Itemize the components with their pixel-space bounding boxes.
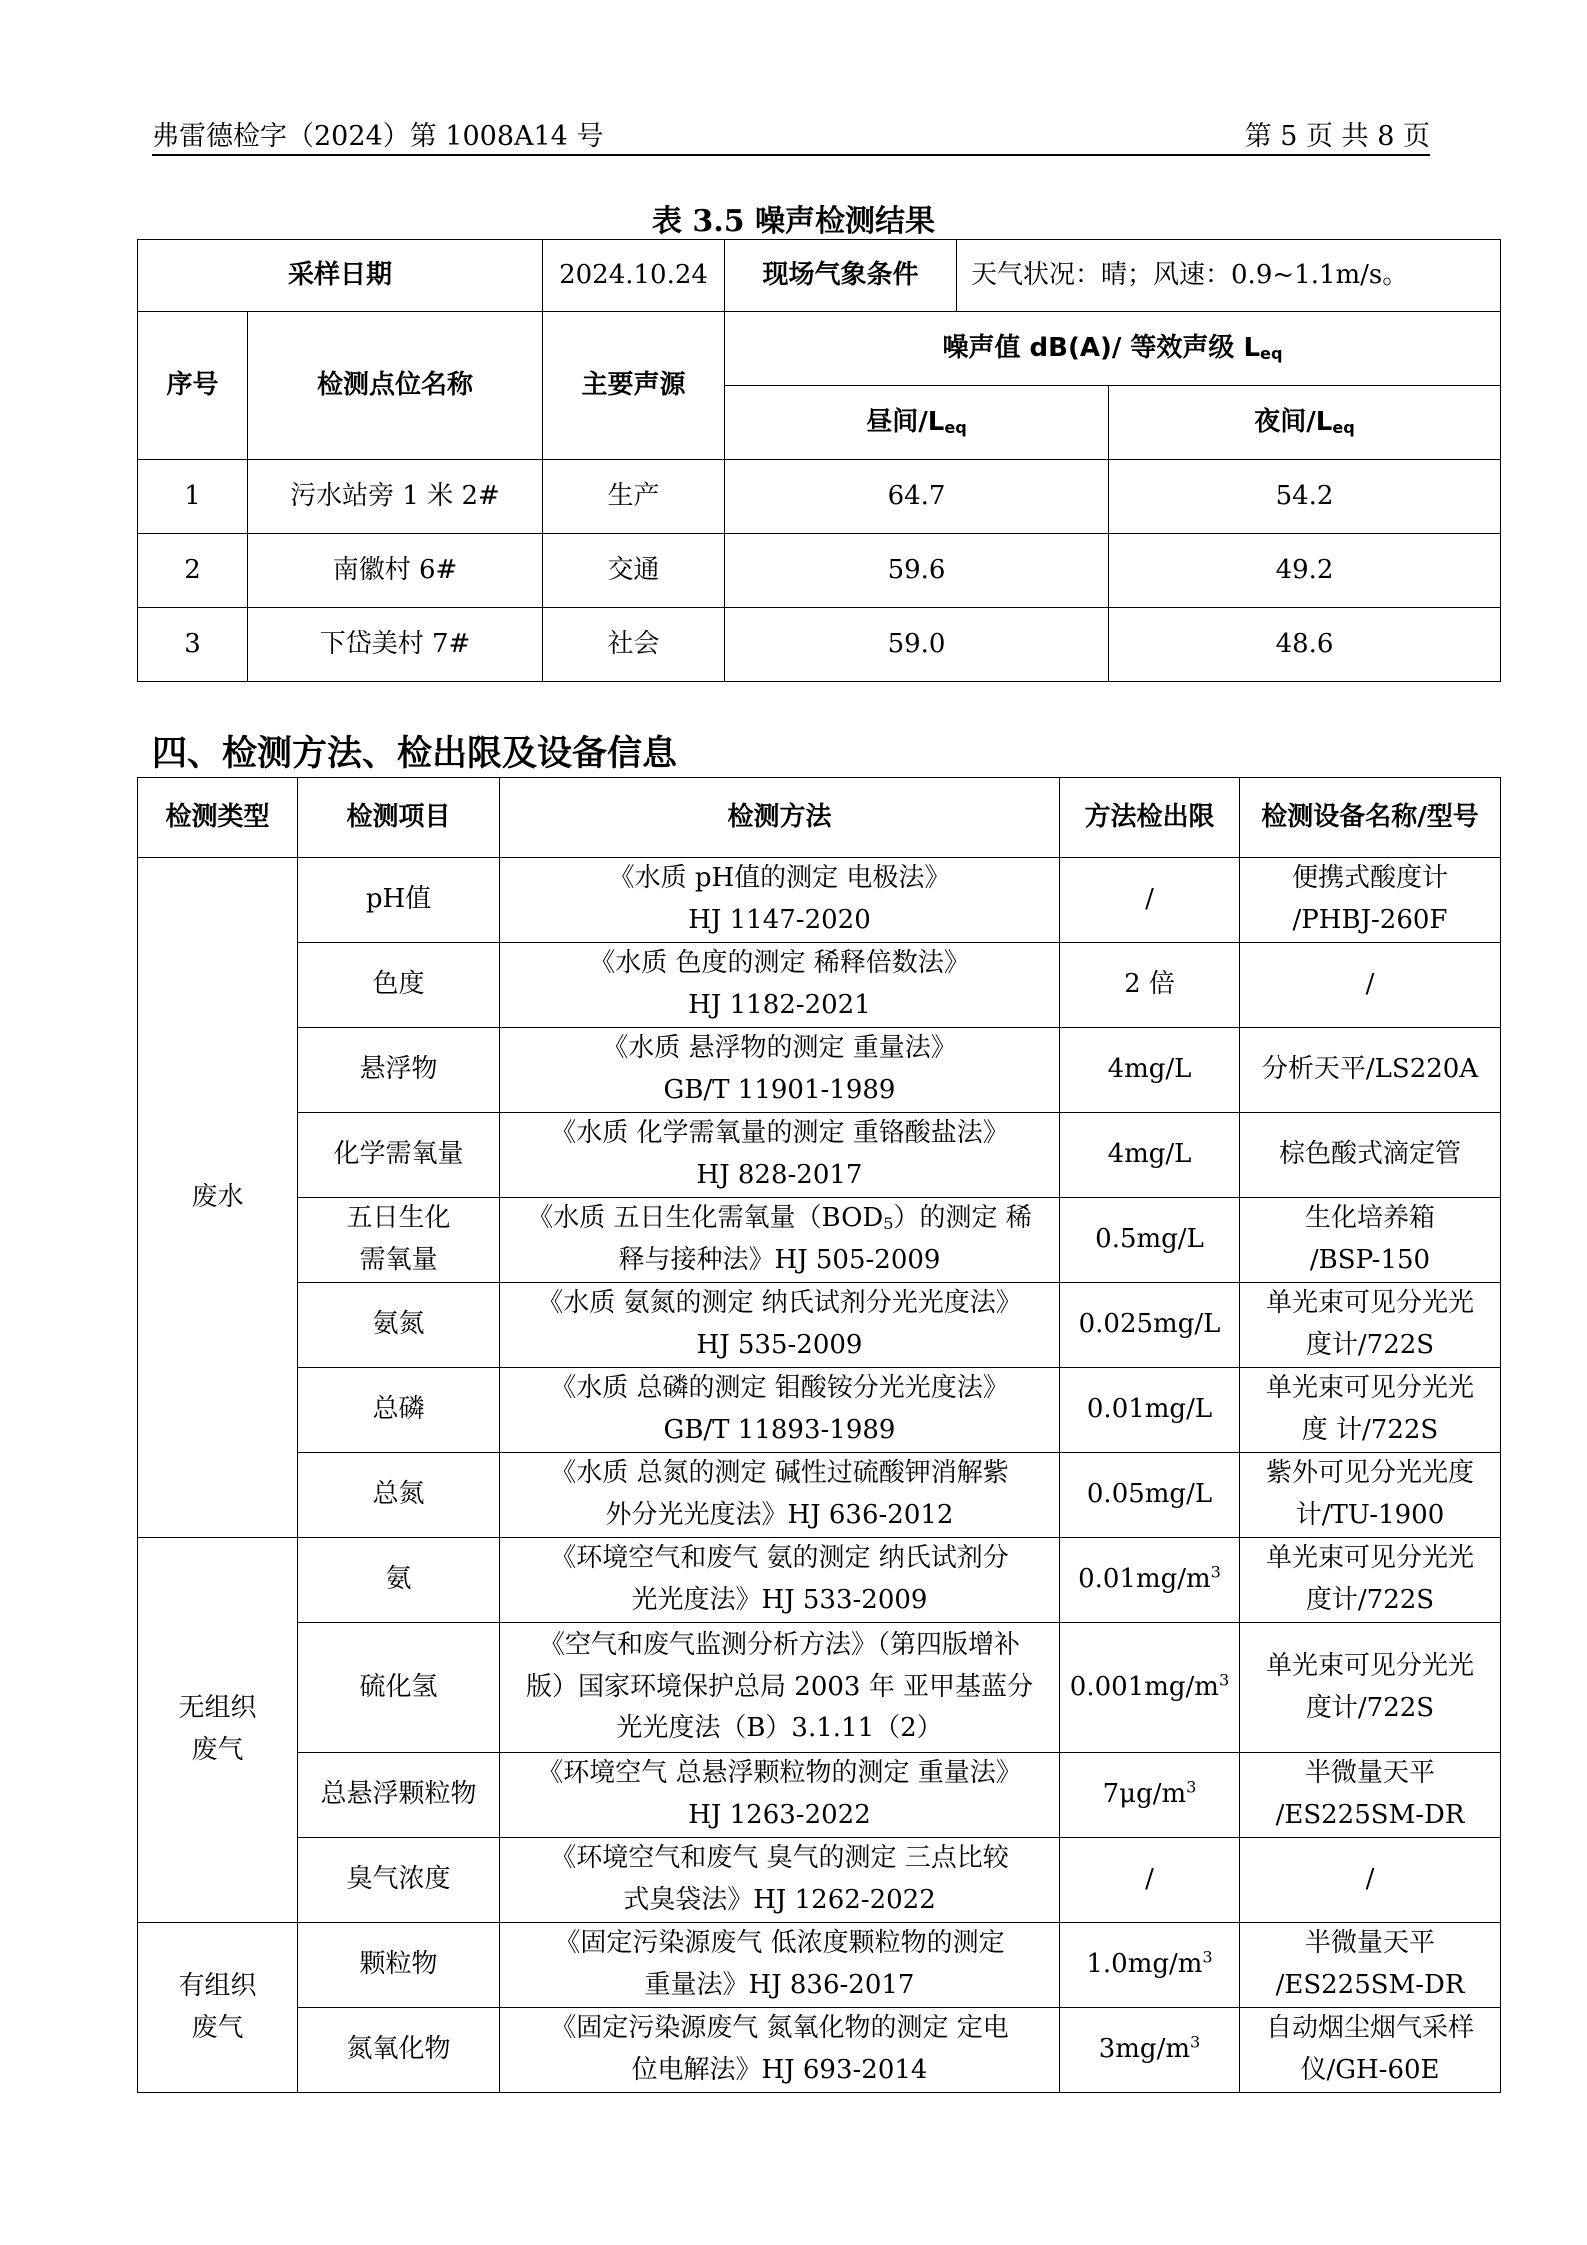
method: 《水质 色度的测定 稀释倍数法》 HJ 1182-2021 <box>500 943 1060 1028</box>
device: 紫外可见分光光度 计/TU-1900 <box>1240 1453 1501 1538</box>
device: / <box>1240 943 1501 1028</box>
col-point: 检测点位名称 <box>248 312 543 460</box>
device: 生化培养箱 /BSP-150 <box>1240 1198 1501 1283</box>
method: 《环境空气和废气 氨的测定 纳氏试剂分 光光度法》HJ 533-2009 <box>500 1538 1060 1623</box>
weather-label: 现场气象条件 <box>725 240 957 312</box>
table-row <box>138 1113 1501 1198</box>
device: 半微量天平 /ES225SM-DR <box>1240 1753 1501 1838</box>
method: 《固定污染源废气 低浓度颗粒物的测定 重量法》HJ 836-2017 <box>500 1923 1060 2008</box>
method: 《空气和废气监测分析方法》（第四版增补 版）国家环境保护总局 2003 年 亚甲基蓝分 光光度法（B）3.1.11（2） <box>500 1623 1060 1753</box>
row-day: 59.0 <box>725 608 1109 682</box>
limit: 0.025mg/L <box>1060 1283 1240 1368</box>
device: 便携式酸度计 /PHBJ-260F <box>1240 858 1501 943</box>
col-source: 主要声源 <box>543 312 725 460</box>
method: 《水质 pH值的测定 电极法》 HJ 1147-2020 <box>500 858 1060 943</box>
table-row <box>138 943 1501 1028</box>
col-device: 检测设备名称/型号 <box>1240 778 1501 858</box>
limit: 4mg/L <box>1060 1113 1240 1198</box>
col-method: 检测方法 <box>500 778 1060 858</box>
device: 单光束可见分光光 度计/722S <box>1240 1538 1501 1623</box>
col-index: 序号 <box>138 312 248 460</box>
item: 化学需氧量 <box>298 1113 500 1198</box>
table-row <box>138 858 1501 943</box>
page-header <box>152 108 1430 156</box>
methods-table <box>137 777 1501 2093</box>
weather-conditions: 天气状况：晴；风速：0.9~1.1m/s。 <box>957 240 1501 312</box>
page-number: 第 5 页 共 8 页 <box>1244 121 1430 152</box>
row-source: 生产 <box>543 460 725 534</box>
limit: 0.5mg/L <box>1060 1198 1240 1283</box>
method: 《水质 总磷的测定 钼酸铵分光光度法》 GB/T 11893-1989 <box>500 1368 1060 1453</box>
item: 总氮 <box>298 1453 500 1538</box>
table-row <box>138 1538 1501 1623</box>
table-row <box>138 1453 1501 1538</box>
device: 半微量天平 /ES225SM-DR <box>1240 1923 1501 2008</box>
table-row <box>138 1838 1501 1923</box>
device: 单光束可见分光光 度计/722S <box>1240 1283 1501 1368</box>
table-row <box>138 1198 1501 1283</box>
item: 五日生化 需氧量 <box>298 1198 500 1283</box>
item: 悬浮物 <box>298 1028 500 1113</box>
row-index: 2 <box>138 534 248 608</box>
limit: $3mg/m^3$ <box>1060 2008 1240 2093</box>
method: 《水质 悬浮物的测定 重量法》 GB/T 11901-1989 <box>500 1028 1060 1113</box>
item: 色度 <box>298 943 500 1028</box>
table-row <box>138 1283 1501 1368</box>
limit: / <box>1060 1838 1240 1923</box>
row-night: 54.2 <box>1109 460 1501 534</box>
method: 《水质 总氮的测定 碱性过硫酸钾消解紫 外分光光度法》HJ 636-2012 <box>500 1453 1060 1538</box>
device: 分析天平/LS220A <box>1240 1028 1501 1113</box>
col-item: 检测项目 <box>298 778 500 858</box>
col-noise: 噪声值 dB(A)/ 等效声级 $L_{eq}$ <box>725 312 1501 386</box>
item: 氨氮 <box>298 1283 500 1368</box>
device: / <box>1240 1838 1501 1923</box>
row-source: 社会 <box>543 608 725 682</box>
table-row <box>138 2008 1501 2093</box>
row-night: 49.2 <box>1109 534 1501 608</box>
limit: $7\mu g/m^3$ <box>1060 1753 1240 1838</box>
row-point: 南徽村 6# <box>248 534 543 608</box>
table-row <box>138 460 1501 534</box>
method: 《环境空气 总悬浮颗粒物的测定 重量法》 HJ 1263-2022 <box>500 1753 1060 1838</box>
col-type: 检测类型 <box>138 778 298 858</box>
limit: $0.001mg/m^3$ <box>1060 1623 1240 1753</box>
sample-date: 2024.10.24 <box>543 240 725 312</box>
row-day: 64.7 <box>725 460 1109 534</box>
item: pH值 <box>298 858 500 943</box>
method: 《水质 化学需氧量的测定 重铬酸盐法》 HJ 828-2017 <box>500 1113 1060 1198</box>
row-day: 59.6 <box>725 534 1109 608</box>
device: 棕色酸式滴定管 <box>1240 1113 1501 1198</box>
sample-date-label: 采样日期 <box>138 240 543 312</box>
item: 硫化氢 <box>298 1623 500 1753</box>
section-title: 四、检测方法、检出限及设备信息 <box>152 733 678 774</box>
table-row <box>138 1623 1501 1753</box>
item: 氨 <box>298 1538 500 1623</box>
row-point: 污水站旁 1 米 2# <box>248 460 543 534</box>
item: 总磷 <box>298 1368 500 1453</box>
limit: 4mg/L <box>1060 1028 1240 1113</box>
method: 《水质 五日生化需氧量$(BOD_5)$的测定 稀 释与接种法》HJ 505-2009 <box>500 1198 1060 1283</box>
table-row <box>138 1368 1501 1453</box>
device: 单光束可见分光光 度计/722S <box>1240 1623 1501 1753</box>
noise-results-table <box>137 239 1501 682</box>
row-index: 3 <box>138 608 248 682</box>
col-limit: 方法检出限 <box>1060 778 1240 858</box>
table-row <box>138 1028 1501 1113</box>
methods-header-row <box>138 778 1501 858</box>
method: 《固定污染源废气 氮氧化物的测定 定电 位电解法》HJ 693-2014 <box>500 2008 1060 2093</box>
col-night: 夜间$/L_{eq}$ <box>1109 386 1501 460</box>
row-source: 交通 <box>543 534 725 608</box>
noise-table-caption: 表 3.5 噪声检测结果 <box>651 204 936 239</box>
method: 《水质 氨氮的测定 纳氏试剂分光光度法》 HJ 535-2009 <box>500 1283 1060 1368</box>
category-wastewater: 废水 <box>138 858 298 1538</box>
limit: $1.0mg/m^3$ <box>1060 1923 1240 2008</box>
method: 《环境空气和废气 臭气的测定 三点比较 式臭袋法》HJ 1262-2022 <box>500 1838 1060 1923</box>
col-day: 昼间$/L_{eq}$ <box>725 386 1109 460</box>
row-point: 下岱美村 7# <box>248 608 543 682</box>
item: 颗粒物 <box>298 1923 500 2008</box>
table-row <box>138 1753 1501 1838</box>
limit: $0.01mg/m^3$ <box>1060 1538 1240 1623</box>
table-row <box>138 1923 1501 2008</box>
item: 氮氧化物 <box>298 2008 500 2093</box>
row-night: 48.6 <box>1109 608 1501 682</box>
category-organized-gas: 有组织 废气 <box>138 1923 298 2093</box>
limit: / <box>1060 858 1240 943</box>
row-index: 1 <box>138 460 248 534</box>
table-row <box>138 608 1501 682</box>
report-number: 弗雷德检字（2024）第 1008A14 号 <box>152 121 604 152</box>
category-unorganized-gas: 无组织 废气 <box>138 1538 298 1923</box>
limit: 2 倍 <box>1060 943 1240 1028</box>
limit: 0.01mg/L <box>1060 1368 1240 1453</box>
limit: 0.05mg/L <box>1060 1453 1240 1538</box>
item: 总悬浮颗粒物 <box>298 1753 500 1838</box>
table-row <box>138 534 1501 608</box>
item: 臭气浓度 <box>298 1838 500 1923</box>
device: 自动烟尘烟气采样 仪/GH-60E <box>1240 2008 1501 2093</box>
device: 单光束可见分光光 度 计/722S <box>1240 1368 1501 1453</box>
